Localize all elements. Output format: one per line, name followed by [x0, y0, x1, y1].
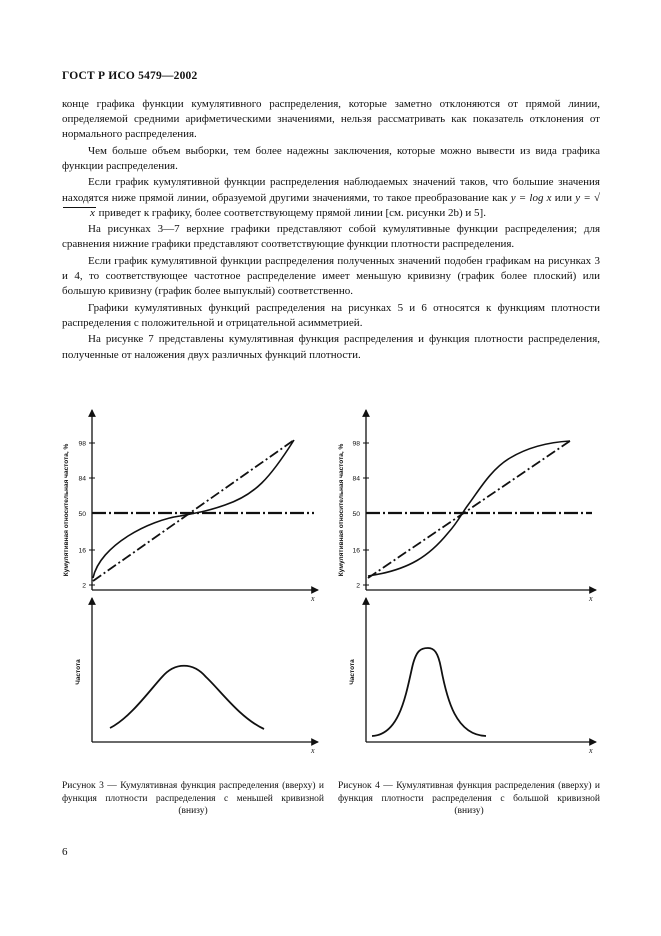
fig4-density-chart	[349, 598, 596, 755]
paragraph-2: Чем больше объем выборки, тем более надежны заключения, которые можно вывести из вида графика функции распределения.	[62, 144, 600, 172]
figure-3-caption: Рисунок 3 — Кумулятивная функция распределения (вверху) и функция плотности распределения с меньшей кривизной (внизу)	[62, 781, 324, 817]
fig4-top-x-label: x	[589, 594, 593, 603]
formula-sqrt-left: y =	[575, 191, 591, 204]
fig4-bottom-y-label: Частота	[349, 659, 356, 685]
fig3-bottom-x-label: x	[311, 746, 315, 755]
fig3-tick-label-2: 2	[82, 582, 86, 590]
fig3-cumulative-chart	[63, 410, 318, 603]
fig4-top-y-label: Кумулятивная относительная частота, %	[338, 443, 345, 577]
fig3-reference-line	[93, 440, 294, 581]
paragraph-3-or: или	[554, 191, 573, 204]
fig3-cumulative-curve	[93, 440, 294, 578]
paragraph-3: Если график кумулятивной функции распределения наблюдаемых значений таков, что большие значения находятся ниже прямой линии, образуемой другими значениями, то такое преобразование как y = log x или y = √x приведет к графику, более соответствующему прямой линии [см. рисунки 2b) и 5].	[62, 176, 600, 219]
paragraph-1: конце графика функции кумулятивного распределения, которые заметно отклоняются от прямой линии, определяемой средними арифметическими значениями, нельзя рассматривать как показатель отклонения от нормального распределения.	[62, 98, 600, 141]
fig4-tick-label-98: 98	[352, 440, 360, 448]
paragraph-3-part-a: Если график кумулятивной функции распределения наблюдаемых значений таков, что большие значения находятся ниже прямой линии, образуемой другими значениями, то такое преобразование как	[62, 176, 600, 204]
paragraph-6: Графики кумулятивных функций распределения на рисунках 5 и 6 относятся к функциям плотности распределения с положительной и отрицательной асимметрией.	[62, 301, 600, 329]
formula-sqrt-arg: x	[90, 206, 95, 219]
fig3-bottom-y-label: Частота	[75, 659, 82, 685]
fig3-density-curve	[110, 666, 264, 729]
fig4-tick-label-84: 84	[352, 475, 360, 483]
formula-log: y = log x	[510, 191, 552, 204]
fig3-tick-label-84: 84	[78, 475, 86, 483]
figure-4-caption: Рисунок 4 — Кумулятивная функция распределения (вверху) и функция плотности распределения с большой кривизной (внизу)	[338, 781, 600, 817]
fig4-density-curve	[372, 648, 486, 736]
fig4-tick-label-2: 2	[356, 582, 360, 590]
fig4-tick-label-16: 16	[352, 547, 360, 555]
fig3-top-y-label: Кумулятивная относительная частота, %	[63, 443, 70, 577]
paragraph-5: Если график кумулятивной функции распределения полученных значений подобен графикам на рисунках 3 и 4, то соответствующее частотное распределение имеет меньшую кривизну (график более плоский) или большую кривизну (график более выпуклый) соответственно.	[62, 254, 600, 298]
fig3-top-x-label: x	[311, 594, 315, 603]
paragraph-3-part-b: приведет к графику, более соответствующему прямой линии [см. рисунки 2b) и 5].	[98, 206, 486, 219]
page-number: 6	[62, 846, 68, 858]
fig4-reference-line	[368, 441, 570, 578]
document-header: ГОСТ Р ИСО 5479—2002	[62, 70, 198, 82]
fig3-tick-label-16: 16	[78, 547, 86, 555]
fig4-cumulative-chart	[338, 410, 596, 603]
paragraph-4: На рисунках 3—7 верхние графики представляют собой кумулятивные функции распределения; для сравнения нижние графики представляют соответствующие функции плотности распределения.	[62, 223, 600, 251]
paragraph-7: На рисунке 7 представлены кумулятивная функция распределения и функция плотности распределения, полученные от наложения двух различных функций плотности.	[62, 333, 600, 361]
fig3-tick-label-98: 98	[78, 440, 86, 448]
fig3-tick-label-50: 50	[78, 511, 86, 518]
fig3-density-chart	[75, 598, 318, 755]
fig4-tick-label-50: 50	[352, 511, 360, 518]
fig4-bottom-x-label: x	[589, 746, 593, 755]
